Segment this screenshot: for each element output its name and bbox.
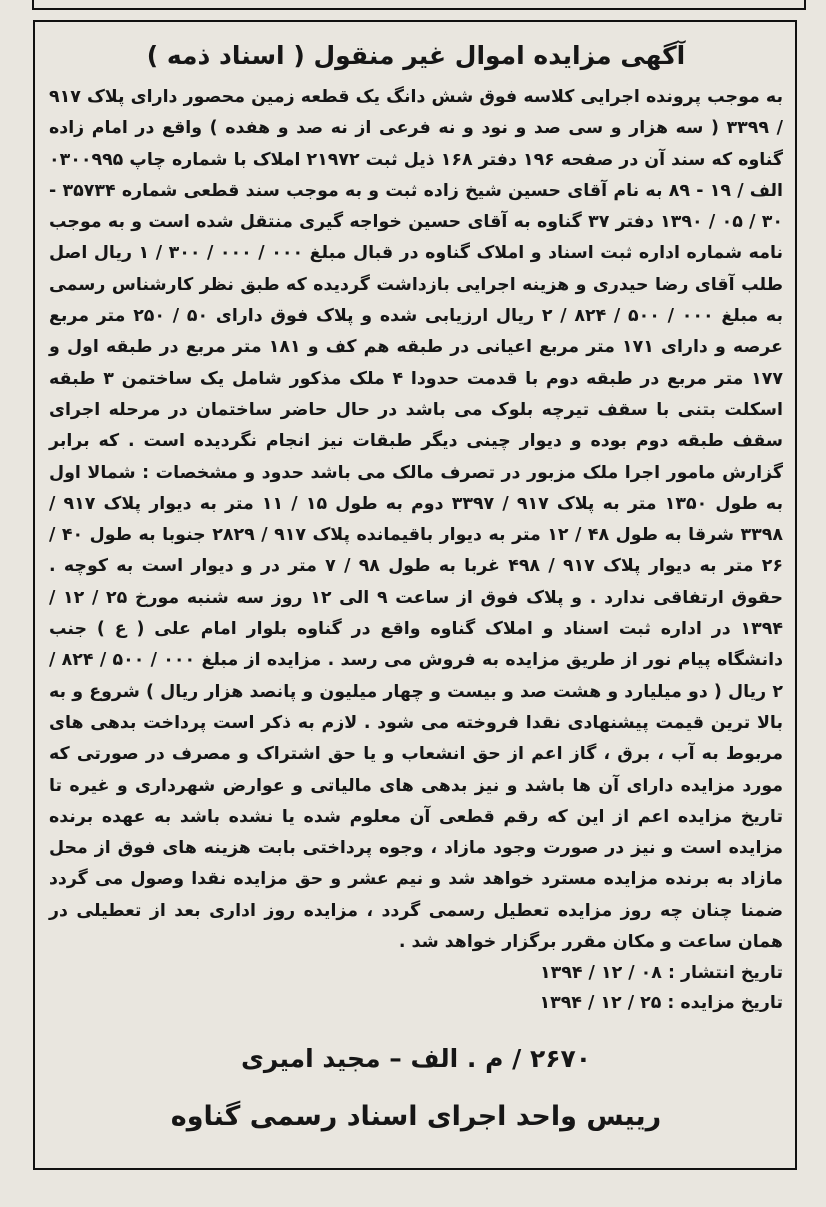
previous-ad-border — [32, 0, 806, 10]
notice-frame — [33, 20, 797, 1170]
notice-body: به موجب پرونده اجرایی کلاسه فوق شش دانگ یک قطعه زمین محصور دارای پلاک ۹۱۷ / ۳۳۹۹ ( سه هزار و سی صد و نود و نه فرعی از نه صد و هفده ) واقع در امام زاده گناوه که سند آن در صفحه ۱۹۶ دفتر ۱۶۸ ذیل ثبت ۲۱۹۷۲ املاک با شماره چاپ ۰۳۰۰۹۹۵ الف / ۱۹ - ۸۹ به نام آقای حسین شیخ زاده ثبت و به موجب سند قطعی شماره ۳۵۷۳۴ - ۳۰ / ۰۵ / ۱۳۹۰ دفتر ۳۷ گناوه به آقای حسین خواجه گیری منتقل شده است و به موجب نامه شماره اداره ثبت اسناد و املاک گناوه در قبال مبلغ ۰۰۰ / ۰۰۰ / ۳۰۰ / ۱ ریال اصل طلب آقای رضا حیدری و هزینه اجرایی بازداشت گردیده که طبق نظر کارشناس رسمی به مبلغ ۰۰۰ / ۵۰۰ / ۸۲۴ / ۲ ریال ارزیابی شده و پلاک فوق دارای ۵۰ / ۲۵۰ متر مربع عرصه و دارای ۱۷۱ متر مربع اعیانی در طبقه هم کف و ۱۸۱ متر مربع در طبقه اول و ۱۷۷ متر مربع در طبقه دوم با قدمت حدودا ۴ ملک مذکور شامل یک ساختمن ۳ طبقه اسکلت بتنی با سقف تیرچه بلوک می باشد در حال حاضر ساختمان در مرحله اجرای سقف طبقه دوم بوده و دیوار چینی دیگر طبقات نیز انجام نگردیده است . که برابر گزارش مامور اجرا ملک مزبور در تصرف مالک می باشد حدود و مشخصات : شمالا اول به طول ۱۳۵۰ متر به پلاک ۹۱۷ / ۳۳۹۷ دوم به طول ۱۵ / ۱۱ متر به دیوار پلاک ۹۱۷ / ۳۳۹۸ شرقا به طول ۴۸ / ۱۲ متر به دیوار باقیمانده پلاک ۹۱۷ / ۲۸۲۹ جنوبا به طول ۴۰ / ۲۶ متر به دیوار پلاک ۹۱۷ / ۴۹۸ غربا به طول ۹۸ / ۷ متر در و دیوار است به کوچه . حقوق ارتفاقی ندارد . و پلاک فوق از ساعت ۹ الی ۱۲ روز سه شنبه مورخ ۲۵ / ۱۲ / ۱۳۹۴ در اداره ثبت اسناد و املاک گناوه واقع در گناوه بلوار امام علی ( ع ) جنب دانشگاه پیام نور از طریق مزایده به فروش می رسد . مزایده از مبلغ ۰۰۰ / ۵۰۰ / ۸۲۴ / ۲ ریال ( دو میلیارد و هشت صد و بیست و چهار میلیون و پانصد هزار ریال ) شروع و به بالا ترین قیمت پیشنهادی نقدا فروخته می شود . لازم به ذکر است پرداخت بدهی های مربوط به آب ، برق ، گاز اعم از حق انشعاب و یا حق اشتراک و مصرف در صورتی که مورد مزایده دارای آن ها باشد و نیز بدهی های مالیاتی و عوارض شهرداری و غیره تا تاریخ مزایده اعم از این که رقم قطعی آن معلوم شده یا نشده باشد به عهده برنده مزایده است و نیز در صورت وجود مازاد ، وجوه پرداختی بابت هزینه های فوق از محل مازاد به برنده مزایده مسترد خواهد شد و نیم عشر و حق مزایده نقدا وصول می گردد ضمنا چنان چه روز مزایده تعطیل رسمی گردد ، مزایده روز اداری بعد از تعطیلی در همان ساعت و مکان مقرر برگزار خواهد شد . — [49, 87, 784, 953]
publish-date: تاریخ انتشار : ۰۸ / ۱۲ / ۱۳۹۴ — [540, 963, 783, 984]
signer-title: رییس واحد اجرای اسناد رسمی گناوه — [170, 1101, 662, 1133]
auction-date: تاریخ مزایده : ۲۵ / ۱۲ / ۱۳۹۴ — [539, 993, 783, 1014]
notice-title: آگهی مزایده اموال غیر منقول ( اسناد ذمه ) — [146, 41, 686, 70]
reference-and-signer: ۲۶۷۰ / م . الف – مجید امیری — [240, 1044, 591, 1074]
